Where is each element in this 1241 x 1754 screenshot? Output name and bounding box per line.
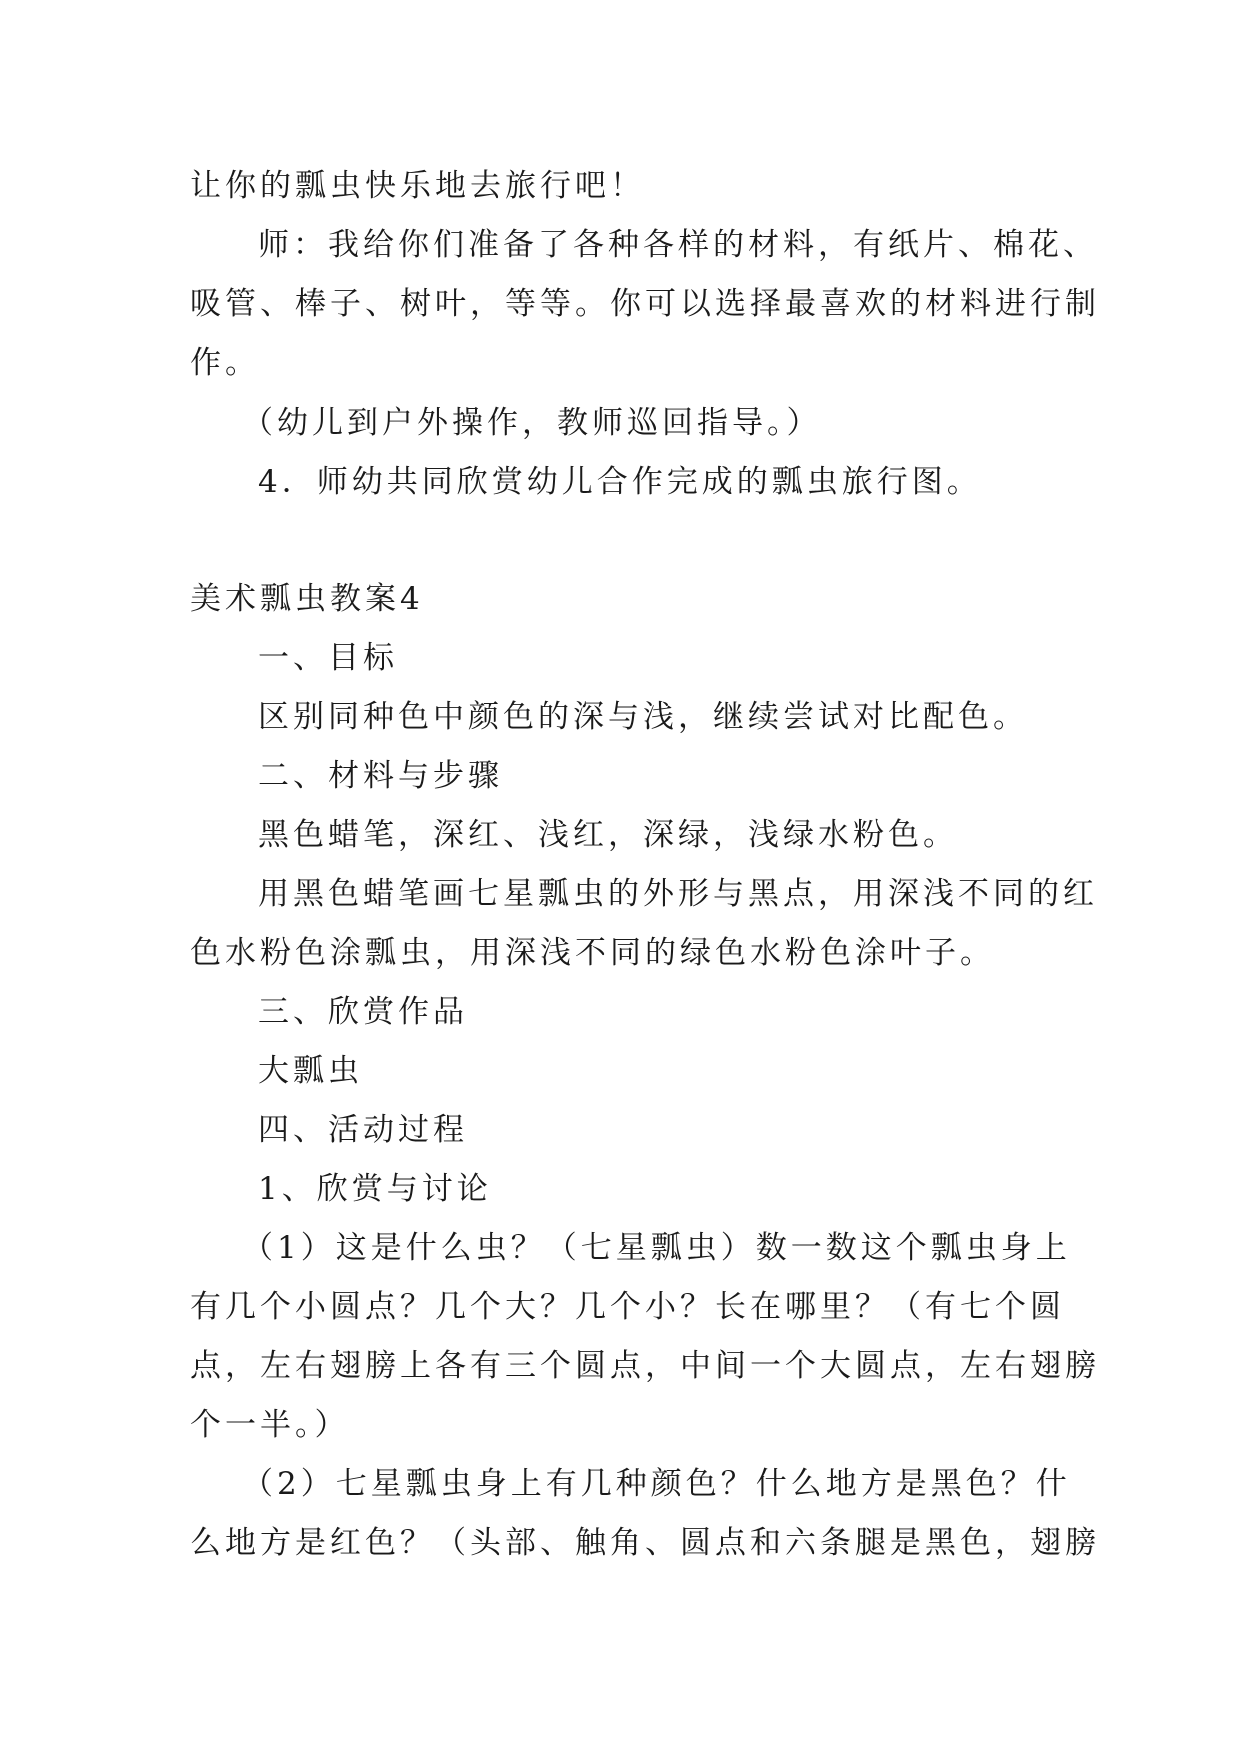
text-line: 色水粉色涂瓢虫，用深浅不同的绿色水粉色涂叶子。 (190, 935, 995, 971)
text-line: 么地方是红色？（头部、触角、圆点和六条腿是黑色，翅膀 (190, 1525, 1100, 1561)
text-line: 吸管、棒子、树叶，等等。你可以选择最喜欢的材料进行制 (190, 286, 1100, 322)
text-line: 大瓢虫 (258, 1053, 363, 1089)
text-line: 黑色蜡笔，深红、浅红，深绿，浅绿水粉色。 (258, 817, 958, 853)
section-heading: 美术瓢虫教案4 (190, 581, 424, 617)
text-line: 有几个小圆点？几个大？几个小？长在哪里？（有七个圆 (190, 1289, 1065, 1325)
text-line: （1）这是什么虫？（七星瓢虫）数一数这个瓢虫身上 (242, 1230, 1071, 1266)
text-line: 一、目标 (258, 640, 398, 676)
text-line: 二、材料与步骤 (258, 758, 503, 794)
text-line: 三、欣赏作品 (258, 994, 468, 1030)
text-line: 个一半。） (190, 1407, 350, 1443)
text-line: 4．师幼共同欣赏幼儿合作完成的瓢虫旅行图。 (258, 464, 982, 500)
text-line: 作。 (190, 345, 260, 381)
text-line: 点，左右翅膀上各有三个圆点，中间一个大圆点，左右翅膀 (190, 1348, 1100, 1384)
text-line: 用黑色蜡笔画七星瓢虫的外形与黑点，用深浅不同的红 (258, 876, 1098, 912)
text-line: 师：我给你们准备了各种各样的材料，有纸片、棉花、 (258, 227, 1098, 263)
text-line: 让你的瓢虫快乐地去旅行吧！ (190, 168, 645, 204)
text-line: 区别同种色中颜色的深与浅，继续尝试对比配色。 (258, 699, 1028, 735)
text-line: 四、活动过程 (258, 1112, 468, 1148)
text-line: （幼儿到户外操作，教师巡回指导。） (242, 405, 822, 441)
text-line: 1、欣赏与讨论 (258, 1171, 492, 1207)
text-line: （2）七星瓢虫身上有几种颜色？什么地方是黑色？什 (242, 1466, 1071, 1502)
